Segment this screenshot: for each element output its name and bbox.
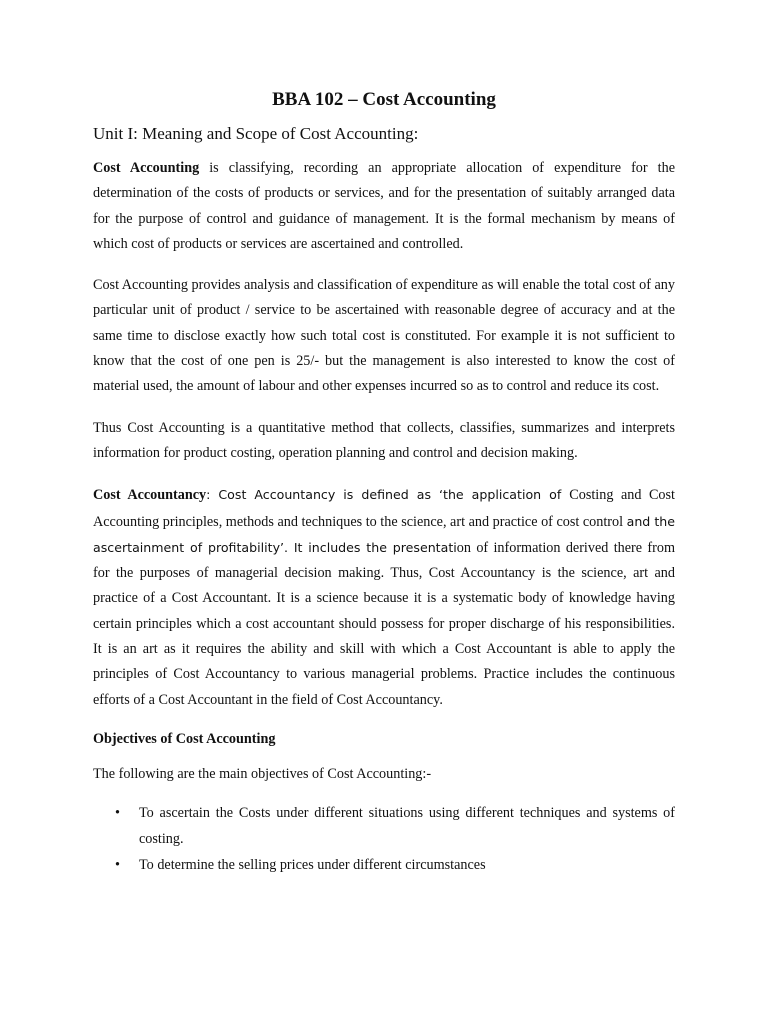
paragraph-text: Cost Accounting provides analysis and classification of expenditure as will enable the total cost of any particular unit of product / service to be ascertained with reasonable degree of accuracy and at the same time to disclose exactly how such total cost is constituted. For example it is not sufficient to know that the cost of one pen is 25/- but the management is also interested to know the cost of material used, the amount of labour and other expenses incurred so as to control and reduce its cost. — [93, 277, 675, 395]
bullet-icon: • — [115, 856, 120, 873]
paragraph-text: on of information derived there from for the purposes of managerial decision making. Thus, Cost Accountancy is the science, art and practice of a Cost Accountant. It is a science because it is a systematic body of knowledge having certain principles which a cost accountant should possess for proper discharge of his responsibilities. It is an art as it requires the ability and skill with which a Cost Accountant is able to apply the principles of Cost Accountancy to various managerial problems. Practice includes the continuous efforts of a Cost Accountant in the field of Cost Accountancy. — [93, 539, 675, 708]
bullet-icon: • — [115, 805, 120, 822]
list-item — [93, 801, 675, 852]
objectives-heading: Objectives of Cost Accounting — [93, 730, 276, 747]
term-cost-accountancy: Cost Accountancy — [93, 487, 207, 504]
paragraph-cost-accountancy — [93, 482, 675, 713]
term-cost-accounting: Cost Accounting — [93, 160, 200, 176]
paragraph-text: Costing and Cost Accounting principles, methods and techniques to the science, art and practice of cost control — [93, 487, 675, 530]
paragraph-text-alt: and the ascertainment of profitability’. It includes the presentati — [93, 513, 675, 555]
paragraph-cost-accounting-definition — [93, 156, 675, 257]
list-item-text: To determine the selling prices under different circumstances — [139, 856, 486, 873]
list-item-text: To ascertain the Costs under different situations using different techniques and systems of costing. — [139, 805, 675, 847]
document-page — [93, 84, 675, 879]
paragraph-text-alt: : Cost Accountancy is defined as ‘the application of — [206, 487, 570, 503]
paragraph-quantitative-method — [93, 416, 675, 467]
paragraph-text: is classifying, recording an appropriate allocation of expenditure for the determination of the costs of products or services, and for the presentation of suitably arranged data for the purpose of control and guidance of management. It is the formal mechanism by means of which cost of products or services are ascertained and controlled. — [93, 160, 675, 252]
paragraph-cost-analysis — [93, 273, 675, 399]
unit-heading: Unit I: Meaning and Scope of Cost Accounting: — [93, 124, 419, 143]
paragraph-text: Thus Cost Accounting is a quantitative method that collects, classifies, summarizes and interprets information for product costing, operation planning and control and decision making. — [93, 419, 675, 461]
objectives-list — [93, 801, 675, 878]
document-title: BBA 102 – Cost Accounting — [272, 89, 496, 110]
objectives-intro: The following are the main objectives of Cost Accounting:- — [93, 765, 432, 782]
list-item — [93, 853, 675, 878]
